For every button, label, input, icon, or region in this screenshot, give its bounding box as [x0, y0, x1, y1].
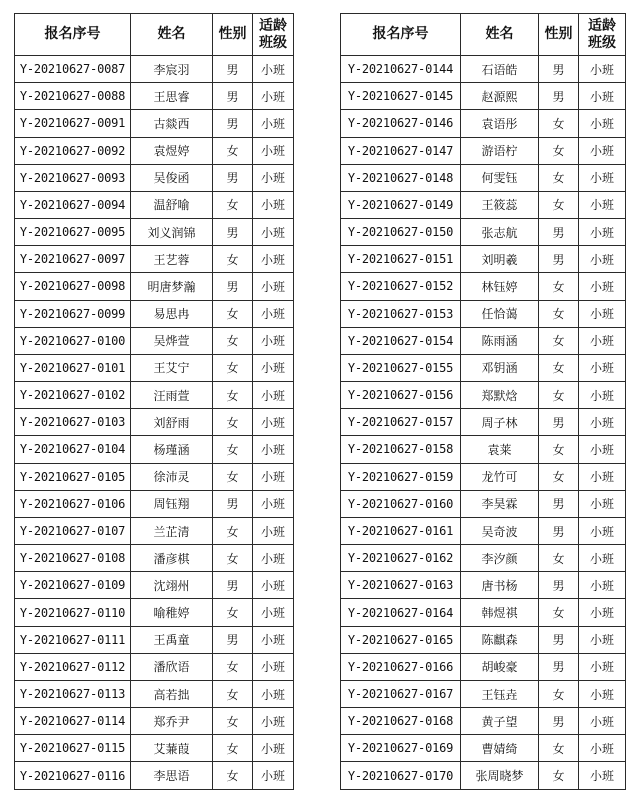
registration-id-cell: Y-20210627-0104 [15, 436, 131, 463]
age-class-cell: 小班 [253, 626, 294, 653]
name-cell: 黄子望 [461, 708, 539, 735]
age-class-cell: 小班 [579, 572, 626, 599]
age-class-cell: 小班 [579, 409, 626, 436]
registration-id-cell: Y-20210627-0158 [341, 436, 461, 463]
gender-cell: 女 [213, 300, 253, 327]
registration-id-cell: Y-20210627-0107 [15, 517, 131, 544]
registration-id-cell: Y-20210627-0160 [341, 490, 461, 517]
gender-cell: 女 [213, 735, 253, 762]
registration-id-cell: Y-20210627-0152 [341, 273, 461, 300]
registration-id-cell: Y-20210627-0146 [341, 110, 461, 137]
age-class-cell: 小班 [253, 354, 294, 381]
table-row [341, 653, 626, 680]
table-row [15, 273, 294, 300]
age-class-cell: 小班 [579, 191, 626, 218]
table-row [341, 436, 626, 463]
age-class-cell: 小班 [253, 110, 294, 137]
gender-cell: 女 [213, 246, 253, 273]
age-class-cell: 小班 [579, 653, 626, 680]
table-row [15, 83, 294, 110]
name-cell: 高若拙 [131, 680, 213, 707]
age-class-cell: 小班 [253, 762, 294, 790]
table-row [341, 382, 626, 409]
gender-cell: 男 [539, 653, 579, 680]
age-class-cell: 小班 [579, 354, 626, 381]
age-class-cell: 小班 [253, 490, 294, 517]
table-row [341, 300, 626, 327]
header-age-class-line1: 适龄 [259, 17, 287, 34]
name-cell: 李昊霖 [461, 490, 539, 517]
registration-table-left [14, 13, 294, 790]
gender-cell: 女 [213, 191, 253, 218]
registration-id-cell: Y-20210627-0154 [341, 327, 461, 354]
header-gender: 性别 [539, 14, 579, 56]
table-row [341, 463, 626, 490]
name-cell: 王艾宁 [131, 354, 213, 381]
registration-id-cell: Y-20210627-0111 [15, 626, 131, 653]
registration-id-cell: Y-20210627-0105 [15, 463, 131, 490]
table-row [341, 327, 626, 354]
age-class-cell: 小班 [253, 545, 294, 572]
table-row [15, 762, 294, 790]
name-cell: 何雯钰 [461, 164, 539, 191]
table-row [15, 110, 294, 137]
gender-cell: 女 [213, 545, 253, 572]
name-cell: 潘欣语 [131, 653, 213, 680]
gender-cell: 男 [213, 572, 253, 599]
name-cell: 吴烨萱 [131, 327, 213, 354]
name-cell: 艾蒹葭 [131, 735, 213, 762]
registration-id-cell: Y-20210627-0102 [15, 382, 131, 409]
name-cell: 张志航 [461, 219, 539, 246]
age-class-cell: 小班 [253, 409, 294, 436]
name-cell: 邓钥涵 [461, 354, 539, 381]
gender-cell: 女 [213, 436, 253, 463]
registration-id-cell: Y-20210627-0100 [15, 327, 131, 354]
registration-id-cell: Y-20210627-0150 [341, 219, 461, 246]
age-class-cell: 小班 [253, 680, 294, 707]
header-age-class-line2: 班级 [259, 34, 287, 51]
age-class-cell: 小班 [579, 680, 626, 707]
gender-cell: 女 [539, 110, 579, 137]
table-row [341, 762, 626, 790]
registration-id-cell: Y-20210627-0112 [15, 653, 131, 680]
gender-cell: 女 [213, 517, 253, 544]
gender-cell: 女 [213, 653, 253, 680]
name-cell: 任恰蔼 [461, 300, 539, 327]
registration-id-cell: Y-20210627-0109 [15, 572, 131, 599]
registration-id-cell: Y-20210627-0097 [15, 246, 131, 273]
table-row [15, 191, 294, 218]
registration-id-cell: Y-20210627-0106 [15, 490, 131, 517]
table-row [15, 56, 294, 83]
gender-cell: 男 [213, 273, 253, 300]
age-class-cell: 小班 [579, 246, 626, 273]
gender-cell: 女 [539, 354, 579, 381]
table-row [341, 137, 626, 164]
name-cell: 喻稚婷 [131, 599, 213, 626]
table-row [341, 191, 626, 218]
name-cell: 刘明羲 [461, 246, 539, 273]
age-class-cell: 小班 [253, 164, 294, 191]
name-cell: 郑默焓 [461, 382, 539, 409]
registration-id-cell: Y-20210627-0156 [341, 382, 461, 409]
gender-cell: 男 [539, 626, 579, 653]
table-row [15, 680, 294, 707]
table-row [15, 382, 294, 409]
header-registration-id: 报名序号 [341, 14, 461, 56]
age-class-cell: 小班 [579, 300, 626, 327]
name-cell: 王禹童 [131, 626, 213, 653]
gender-cell: 女 [539, 164, 579, 191]
table-row [15, 599, 294, 626]
registration-id-cell: Y-20210627-0157 [341, 409, 461, 436]
age-class-cell: 小班 [253, 463, 294, 490]
registration-id-cell: Y-20210627-0099 [15, 300, 131, 327]
age-class-cell: 小班 [253, 273, 294, 300]
table-row [15, 219, 294, 246]
name-cell: 曹婧绮 [461, 735, 539, 762]
age-class-cell: 小班 [579, 463, 626, 490]
registration-id-cell: Y-20210627-0092 [15, 137, 131, 164]
age-class-cell: 小班 [253, 572, 294, 599]
registration-id-cell: Y-20210627-0103 [15, 409, 131, 436]
age-class-cell: 小班 [253, 246, 294, 273]
age-class-cell: 小班 [579, 708, 626, 735]
registration-id-cell: Y-20210627-0159 [341, 463, 461, 490]
table-row [15, 653, 294, 680]
gender-cell: 女 [539, 137, 579, 164]
registration-id-cell: Y-20210627-0162 [341, 545, 461, 572]
age-class-cell: 小班 [579, 599, 626, 626]
age-class-cell: 小班 [579, 517, 626, 544]
gender-cell: 男 [539, 83, 579, 110]
registration-id-cell: Y-20210627-0108 [15, 545, 131, 572]
registration-id-cell: Y-20210627-0101 [15, 354, 131, 381]
gender-cell: 女 [539, 463, 579, 490]
registration-id-cell: Y-20210627-0167 [341, 680, 461, 707]
table-header-row [15, 14, 294, 56]
table-row [341, 680, 626, 707]
gender-cell: 女 [539, 382, 579, 409]
gender-cell: 女 [213, 327, 253, 354]
table-row [15, 572, 294, 599]
age-class-cell: 小班 [253, 599, 294, 626]
gender-cell: 女 [213, 382, 253, 409]
registration-id-cell: Y-20210627-0153 [341, 300, 461, 327]
registration-id-cell: Y-20210627-0163 [341, 572, 461, 599]
table-row [15, 708, 294, 735]
age-class-cell: 小班 [579, 273, 626, 300]
table-row [15, 246, 294, 273]
table-row [15, 137, 294, 164]
age-class-cell: 小班 [253, 735, 294, 762]
table-row [15, 735, 294, 762]
name-cell: 刘舒雨 [131, 409, 213, 436]
registration-id-cell: Y-20210627-0115 [15, 735, 131, 762]
name-cell: 唐书杨 [461, 572, 539, 599]
name-cell: 吴俊函 [131, 164, 213, 191]
header-name: 姓名 [131, 14, 213, 56]
name-cell: 林钰婷 [461, 273, 539, 300]
table-header-row [341, 14, 626, 56]
age-class-cell: 小班 [253, 708, 294, 735]
registration-table-right [340, 13, 626, 790]
name-cell: 王艺蓉 [131, 246, 213, 273]
name-cell: 温舒喻 [131, 191, 213, 218]
name-cell: 兰芷清 [131, 517, 213, 544]
age-class-cell: 小班 [579, 56, 626, 83]
registration-id-cell: Y-20210627-0168 [341, 708, 461, 735]
table-row [341, 164, 626, 191]
age-class-cell: 小班 [253, 382, 294, 409]
header-name: 姓名 [461, 14, 539, 56]
name-cell: 石语皓 [461, 56, 539, 83]
table-row [341, 354, 626, 381]
table-row [15, 354, 294, 381]
age-class-cell: 小班 [579, 490, 626, 517]
name-cell: 袁煜婷 [131, 137, 213, 164]
registration-id-cell: Y-20210627-0145 [341, 83, 461, 110]
gender-cell: 男 [539, 490, 579, 517]
age-class-cell: 小班 [253, 653, 294, 680]
name-cell: 明唐梦瀚 [131, 273, 213, 300]
header-age-class [253, 14, 294, 56]
table-row [341, 599, 626, 626]
gender-cell: 女 [539, 327, 579, 354]
gender-cell: 男 [539, 246, 579, 273]
table-row [341, 56, 626, 83]
header-age-class [579, 14, 626, 56]
table-row [341, 545, 626, 572]
gender-cell: 女 [539, 762, 579, 790]
table-row [15, 626, 294, 653]
name-cell: 李宸羽 [131, 56, 213, 83]
registration-id-cell: Y-20210627-0093 [15, 164, 131, 191]
registration-id-cell: Y-20210627-0170 [341, 762, 461, 790]
name-cell: 龙竹可 [461, 463, 539, 490]
gender-cell: 女 [213, 463, 253, 490]
name-cell: 陈麒森 [461, 626, 539, 653]
registration-list [14, 13, 626, 790]
registration-id-cell: Y-20210627-0161 [341, 517, 461, 544]
name-cell: 韩煜祺 [461, 599, 539, 626]
table-body-right [341, 56, 626, 790]
registration-id-cell: Y-20210627-0165 [341, 626, 461, 653]
header-registration-id: 报名序号 [15, 14, 131, 56]
table-row [15, 409, 294, 436]
registration-id-cell: Y-20210627-0098 [15, 273, 131, 300]
table-row [15, 300, 294, 327]
table-row [15, 463, 294, 490]
name-cell: 汪雨萱 [131, 382, 213, 409]
name-cell: 杨瑾涵 [131, 436, 213, 463]
registration-id-cell: Y-20210627-0094 [15, 191, 131, 218]
registration-id-cell: Y-20210627-0166 [341, 653, 461, 680]
table-row [15, 164, 294, 191]
name-cell: 周子林 [461, 409, 539, 436]
gender-cell: 男 [539, 708, 579, 735]
registration-id-cell: Y-20210627-0088 [15, 83, 131, 110]
registration-id-cell: Y-20210627-0147 [341, 137, 461, 164]
name-cell: 张周晓梦 [461, 762, 539, 790]
age-class-cell: 小班 [253, 83, 294, 110]
gender-cell: 男 [539, 572, 579, 599]
table-row [341, 517, 626, 544]
gender-cell: 女 [539, 735, 579, 762]
age-class-cell: 小班 [579, 327, 626, 354]
age-class-cell: 小班 [579, 762, 626, 790]
name-cell: 李思语 [131, 762, 213, 790]
name-cell: 徐沛灵 [131, 463, 213, 490]
table-row [341, 83, 626, 110]
name-cell: 沈翊州 [131, 572, 213, 599]
table-row [341, 110, 626, 137]
gender-cell: 女 [213, 680, 253, 707]
age-class-cell: 小班 [579, 164, 626, 191]
registration-id-cell: Y-20210627-0095 [15, 219, 131, 246]
table-row [15, 490, 294, 517]
header-age-class-line2: 班级 [588, 34, 616, 51]
name-cell: 吴奇波 [461, 517, 539, 544]
gender-cell: 女 [539, 191, 579, 218]
table-row [341, 735, 626, 762]
registration-id-cell: Y-20210627-0151 [341, 246, 461, 273]
gender-cell: 男 [539, 517, 579, 544]
gender-cell: 男 [539, 56, 579, 83]
gender-cell: 女 [213, 762, 253, 790]
table-row [15, 327, 294, 354]
registration-id-cell: Y-20210627-0110 [15, 599, 131, 626]
table-row [15, 545, 294, 572]
registration-id-cell: Y-20210627-0114 [15, 708, 131, 735]
name-cell: 陈雨涵 [461, 327, 539, 354]
name-cell: 袁莱 [461, 436, 539, 463]
gender-cell: 女 [213, 354, 253, 381]
age-class-cell: 小班 [253, 300, 294, 327]
table-body-left [15, 56, 294, 790]
registration-id-cell: Y-20210627-0113 [15, 680, 131, 707]
gender-cell: 男 [213, 219, 253, 246]
registration-id-cell: Y-20210627-0087 [15, 56, 131, 83]
gender-cell: 女 [539, 273, 579, 300]
age-class-cell: 小班 [253, 191, 294, 218]
registration-id-cell: Y-20210627-0091 [15, 110, 131, 137]
name-cell: 王筱蕊 [461, 191, 539, 218]
name-cell: 赵源熙 [461, 83, 539, 110]
gender-cell: 男 [213, 83, 253, 110]
table-row [341, 409, 626, 436]
registration-id-cell: Y-20210627-0164 [341, 599, 461, 626]
gender-cell: 女 [213, 409, 253, 436]
table-row [341, 273, 626, 300]
registration-id-cell: Y-20210627-0116 [15, 762, 131, 790]
name-cell: 潘彦棋 [131, 545, 213, 572]
age-class-cell: 小班 [253, 219, 294, 246]
age-class-cell: 小班 [253, 436, 294, 463]
age-class-cell: 小班 [253, 137, 294, 164]
age-class-cell: 小班 [579, 545, 626, 572]
gender-cell: 女 [213, 137, 253, 164]
gender-cell: 女 [539, 599, 579, 626]
gender-cell: 男 [213, 110, 253, 137]
age-class-cell: 小班 [579, 137, 626, 164]
table-row [341, 219, 626, 246]
gender-cell: 男 [213, 56, 253, 83]
name-cell: 王思睿 [131, 83, 213, 110]
age-class-cell: 小班 [579, 83, 626, 110]
gender-cell: 男 [213, 164, 253, 191]
gender-cell: 女 [213, 708, 253, 735]
registration-id-cell: Y-20210627-0169 [341, 735, 461, 762]
table-row [15, 517, 294, 544]
age-class-cell: 小班 [253, 56, 294, 83]
gender-cell: 男 [213, 490, 253, 517]
name-cell: 刘义润锦 [131, 219, 213, 246]
age-class-cell: 小班 [579, 735, 626, 762]
gender-cell: 女 [213, 599, 253, 626]
table-row [341, 626, 626, 653]
table-row [341, 246, 626, 273]
age-class-cell: 小班 [579, 110, 626, 137]
name-cell: 胡峻豪 [461, 653, 539, 680]
gender-cell: 女 [539, 436, 579, 463]
registration-id-cell: Y-20210627-0149 [341, 191, 461, 218]
gender-cell: 男 [539, 409, 579, 436]
gender-cell: 女 [539, 680, 579, 707]
age-class-cell: 小班 [579, 382, 626, 409]
age-class-cell: 小班 [579, 219, 626, 246]
table-row [341, 572, 626, 599]
name-cell: 李汐颜 [461, 545, 539, 572]
age-class-cell: 小班 [579, 436, 626, 463]
gender-cell: 女 [539, 300, 579, 327]
name-cell: 郑乔尹 [131, 708, 213, 735]
header-gender: 性别 [213, 14, 253, 56]
registration-id-cell: Y-20210627-0155 [341, 354, 461, 381]
table-row [341, 708, 626, 735]
registration-id-cell: Y-20210627-0144 [341, 56, 461, 83]
age-class-cell: 小班 [253, 327, 294, 354]
header-age-class-line1: 适龄 [588, 17, 616, 34]
gender-cell: 男 [539, 219, 579, 246]
name-cell: 周钰翔 [131, 490, 213, 517]
name-cell: 古燚西 [131, 110, 213, 137]
age-class-cell: 小班 [579, 626, 626, 653]
name-cell: 袁语彤 [461, 110, 539, 137]
table-row [341, 490, 626, 517]
registration-id-cell: Y-20210627-0148 [341, 164, 461, 191]
name-cell: 易思冉 [131, 300, 213, 327]
table-row [15, 436, 294, 463]
name-cell: 游语柠 [461, 137, 539, 164]
gender-cell: 男 [213, 626, 253, 653]
age-class-cell: 小班 [253, 517, 294, 544]
gender-cell: 女 [539, 545, 579, 572]
name-cell: 王钰垚 [461, 680, 539, 707]
